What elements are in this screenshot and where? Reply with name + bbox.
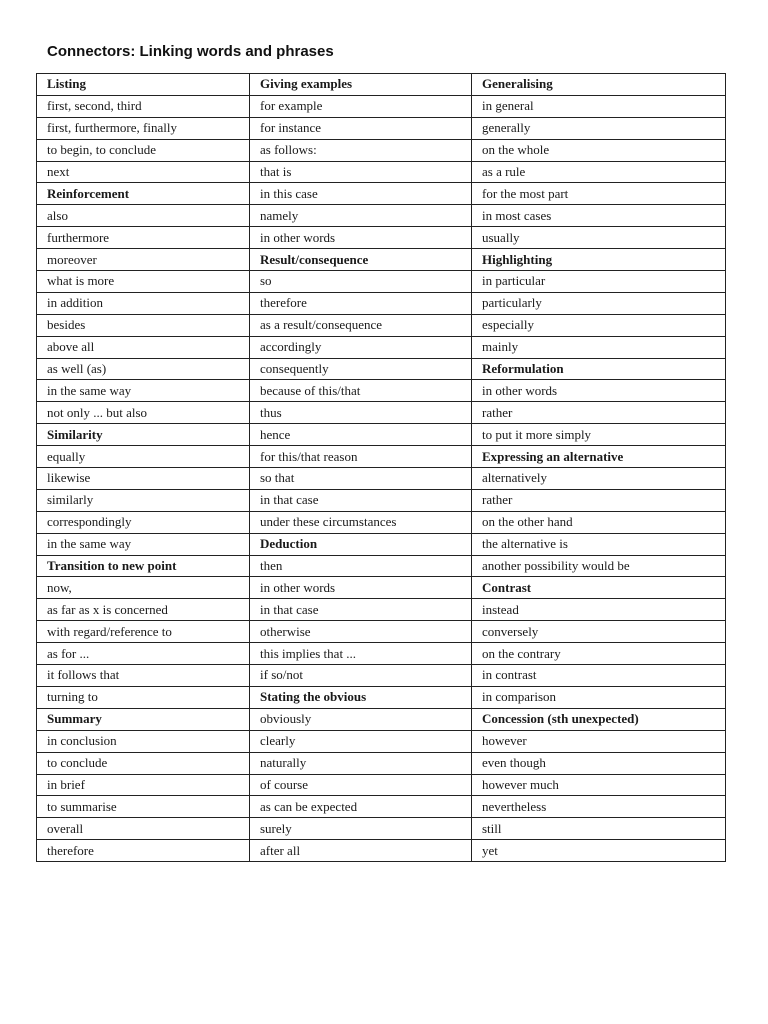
table-row (37, 511, 726, 533)
listing-column-cell: what is more (37, 271, 250, 293)
category-heading-cell: Generalising (472, 74, 726, 96)
examples-column-cell: for this/that reason (250, 446, 472, 468)
table-row (37, 774, 726, 796)
table-row (37, 227, 726, 249)
table-row (37, 358, 726, 380)
generalising-column-cell: the alternative is (472, 533, 726, 555)
examples-column-cell: this implies that ... (250, 643, 472, 665)
listing-column-cell: above all (37, 336, 250, 358)
category-heading-cell: Concession (sth unexpected) (472, 708, 726, 730)
table-row (37, 489, 726, 511)
table-row (37, 665, 726, 687)
listing-column-cell: to summarise (37, 796, 250, 818)
examples-column-cell: hence (250, 424, 472, 446)
examples-column-cell: so that (250, 468, 472, 490)
generalising-column-cell: another possibility would be (472, 555, 726, 577)
generalising-column-cell: usually (472, 227, 726, 249)
table-row (37, 840, 726, 862)
category-heading-cell: Contrast (472, 577, 726, 599)
examples-column-cell: in that case (250, 599, 472, 621)
listing-column-cell: in brief (37, 774, 250, 796)
category-heading-cell: Giving examples (250, 74, 472, 96)
examples-column-cell: surely (250, 818, 472, 840)
examples-column-cell: in other words (250, 577, 472, 599)
examples-column-cell: if so/not (250, 665, 472, 687)
examples-column-cell: in that case (250, 489, 472, 511)
table-row (37, 139, 726, 161)
examples-column-cell: clearly (250, 730, 472, 752)
generalising-column-cell: as a rule (472, 161, 726, 183)
table-row (37, 752, 726, 774)
examples-column-cell: as can be expected (250, 796, 472, 818)
category-heading-cell: Stating the obvious (250, 686, 472, 708)
table-row (37, 708, 726, 730)
examples-column-cell: naturally (250, 752, 472, 774)
category-heading-cell: Reinforcement (37, 183, 250, 205)
listing-column-cell: moreover (37, 249, 250, 271)
generalising-column-cell: generally (472, 117, 726, 139)
category-heading-cell: Transition to new point (37, 555, 250, 577)
listing-column-cell: correspondingly (37, 511, 250, 533)
generalising-column-cell: in comparison (472, 686, 726, 708)
listing-column-cell: as well (as) (37, 358, 250, 380)
table-row (37, 621, 726, 643)
examples-column-cell: obviously (250, 708, 472, 730)
examples-column-cell: in this case (250, 183, 472, 205)
table-row (37, 314, 726, 336)
listing-column-cell: similarly (37, 489, 250, 511)
generalising-column-cell: on the contrary (472, 643, 726, 665)
table-row (37, 468, 726, 490)
examples-column-cell: of course (250, 774, 472, 796)
category-heading-cell: Highlighting (472, 249, 726, 271)
generalising-column-cell: on the whole (472, 139, 726, 161)
table-row (37, 402, 726, 424)
generalising-column-cell: alternatively (472, 468, 726, 490)
listing-column-cell: in conclusion (37, 730, 250, 752)
category-heading-cell: Summary (37, 708, 250, 730)
listing-column-cell: turning to (37, 686, 250, 708)
listing-column-cell: first, furthermore, finally (37, 117, 250, 139)
listing-column-cell: also (37, 205, 250, 227)
generalising-column-cell: instead (472, 599, 726, 621)
document-title: Connectors: Linking words and phrases (47, 43, 334, 60)
examples-column-cell: for example (250, 95, 472, 117)
generalising-column-cell: in other words (472, 380, 726, 402)
generalising-column-cell: on the other hand (472, 511, 726, 533)
generalising-column-cell: in contrast (472, 665, 726, 687)
listing-column-cell: it follows that (37, 665, 250, 687)
category-heading-cell: Result/consequence (250, 249, 472, 271)
generalising-column-cell: in particular (472, 271, 726, 293)
listing-column-cell: first, second, third (37, 95, 250, 117)
generalising-column-cell: mainly (472, 336, 726, 358)
table-row (37, 74, 726, 96)
examples-column-cell: namely (250, 205, 472, 227)
examples-column-cell: otherwise (250, 621, 472, 643)
listing-column-cell: to conclude (37, 752, 250, 774)
table-row (37, 818, 726, 840)
generalising-column-cell: rather (472, 489, 726, 511)
generalising-column-cell: especially (472, 314, 726, 336)
generalising-column-cell: rather (472, 402, 726, 424)
listing-column-cell: as far as x is concerned (37, 599, 250, 621)
table-row (37, 424, 726, 446)
examples-column-cell: as follows: (250, 139, 472, 161)
category-heading-cell: Reformulation (472, 358, 726, 380)
listing-column-cell: to begin, to conclude (37, 139, 250, 161)
examples-column-cell: in other words (250, 227, 472, 249)
generalising-column-cell: however much (472, 774, 726, 796)
listing-column-cell: next (37, 161, 250, 183)
table-row (37, 183, 726, 205)
listing-column-cell: overall (37, 818, 250, 840)
listing-column-cell: furthermore (37, 227, 250, 249)
table-row (37, 271, 726, 293)
table-row (37, 161, 726, 183)
examples-column-cell: thus (250, 402, 472, 424)
generalising-column-cell: to put it more simply (472, 424, 726, 446)
generalising-column-cell: particularly (472, 292, 726, 314)
generalising-column-cell: even though (472, 752, 726, 774)
listing-column-cell: in the same way (37, 533, 250, 555)
listing-column-cell: besides (37, 314, 250, 336)
generalising-column-cell: yet (472, 840, 726, 862)
generalising-column-cell: in general (472, 95, 726, 117)
table-row (37, 205, 726, 227)
listing-column-cell: with regard/reference to (37, 621, 250, 643)
generalising-column-cell: nevertheless (472, 796, 726, 818)
table-row (37, 555, 726, 577)
table-row (37, 533, 726, 555)
table-row (37, 336, 726, 358)
examples-column-cell: accordingly (250, 336, 472, 358)
table-row (37, 95, 726, 117)
table-row (37, 643, 726, 665)
table-row (37, 446, 726, 468)
table-row (37, 577, 726, 599)
listing-column-cell: in addition (37, 292, 250, 314)
examples-column-cell: under these circumstances (250, 511, 472, 533)
listing-column-cell: equally (37, 446, 250, 468)
category-heading-cell: Listing (37, 74, 250, 96)
examples-column-cell: because of this/that (250, 380, 472, 402)
listing-column-cell: as for ... (37, 643, 250, 665)
examples-column-cell: consequently (250, 358, 472, 380)
examples-column-cell: as a result/consequence (250, 314, 472, 336)
table-row (37, 117, 726, 139)
listing-column-cell: now, (37, 577, 250, 599)
category-heading-cell: Deduction (250, 533, 472, 555)
listing-column-cell: in the same way (37, 380, 250, 402)
category-heading-cell: Similarity (37, 424, 250, 446)
table-row (37, 730, 726, 752)
table-row (37, 292, 726, 314)
table-row (37, 796, 726, 818)
generalising-column-cell: still (472, 818, 726, 840)
table-row (37, 599, 726, 621)
generalising-column-cell: conversely (472, 621, 726, 643)
generalising-column-cell: however (472, 730, 726, 752)
connectors-table (36, 73, 726, 862)
listing-column-cell: likewise (37, 468, 250, 490)
examples-column-cell: that is (250, 161, 472, 183)
table-body (37, 74, 726, 862)
table-row (37, 380, 726, 402)
generalising-column-cell: in most cases (472, 205, 726, 227)
table-row (37, 686, 726, 708)
listing-column-cell: not only ... but also (37, 402, 250, 424)
generalising-column-cell: for the most part (472, 183, 726, 205)
listing-column-cell: therefore (37, 840, 250, 862)
examples-column-cell: for instance (250, 117, 472, 139)
examples-column-cell: then (250, 555, 472, 577)
examples-column-cell: therefore (250, 292, 472, 314)
table-row (37, 249, 726, 271)
category-heading-cell: Expressing an alternative (472, 446, 726, 468)
examples-column-cell: after all (250, 840, 472, 862)
examples-column-cell: so (250, 271, 472, 293)
